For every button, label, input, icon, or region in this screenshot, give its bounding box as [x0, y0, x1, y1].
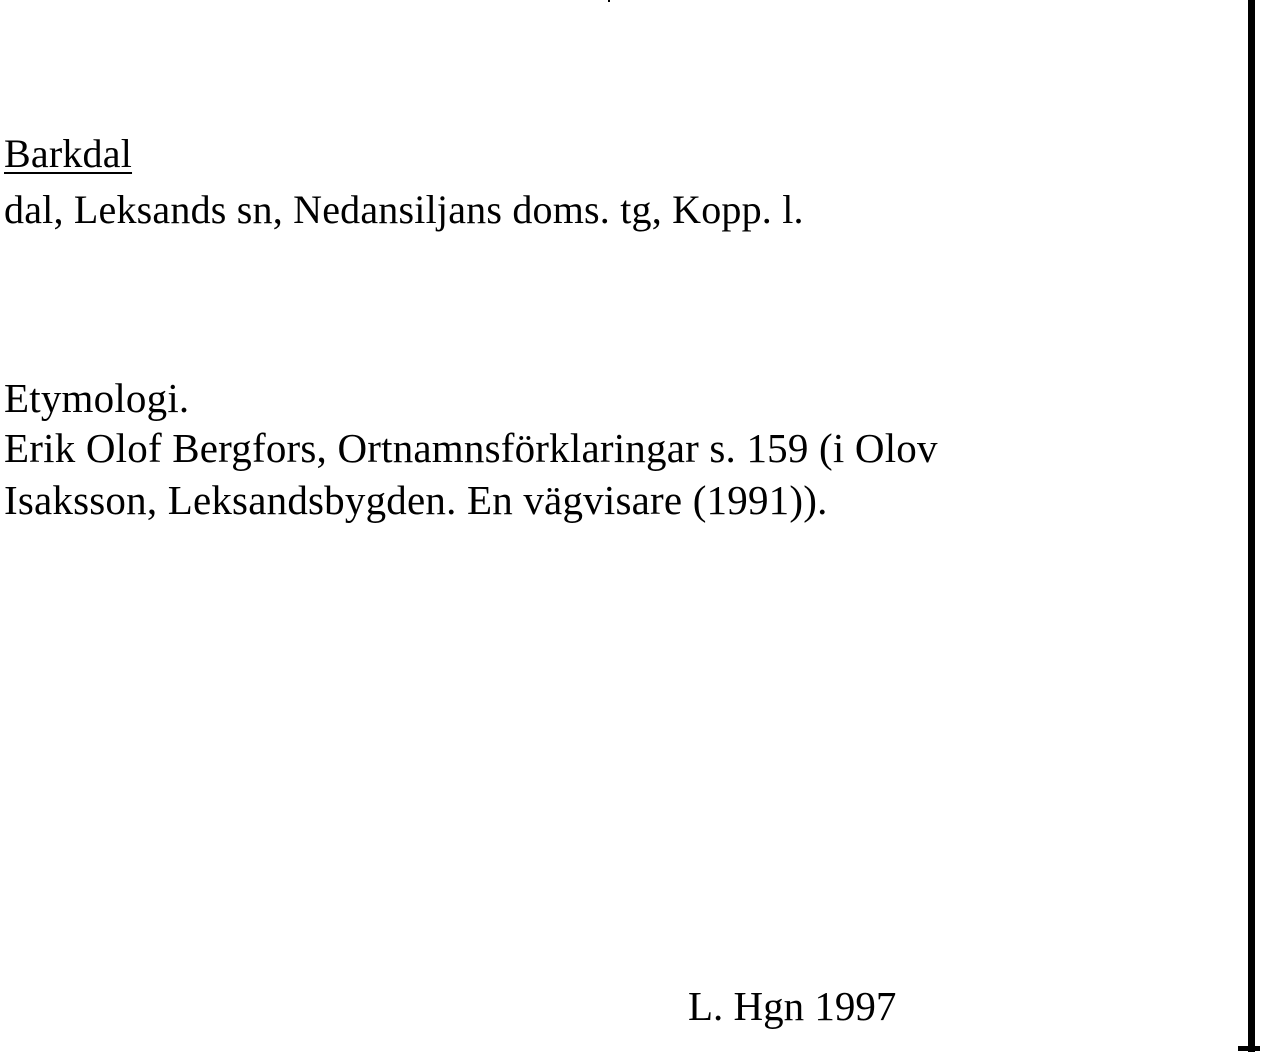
scan-speck [608, 0, 610, 2]
location-description: dal, Leksands sn, Nedansiljans doms. tg, Kopp. l. [4, 187, 804, 232]
card-edge-border [1248, 0, 1255, 1052]
headword: Barkdal [4, 131, 133, 176]
source-line: Isaksson, Leksandsbygden. En vägvisare (1991)). [4, 477, 828, 523]
signature: L. Hgn 1997 [688, 983, 897, 1029]
etymology-heading: Etymologi. [4, 375, 190, 421]
source-line: Erik Olof Bergfors, Ortnamnsförklaringar s. 159 (i Olov [4, 425, 938, 471]
card-edge-tail [1238, 1046, 1260, 1051]
